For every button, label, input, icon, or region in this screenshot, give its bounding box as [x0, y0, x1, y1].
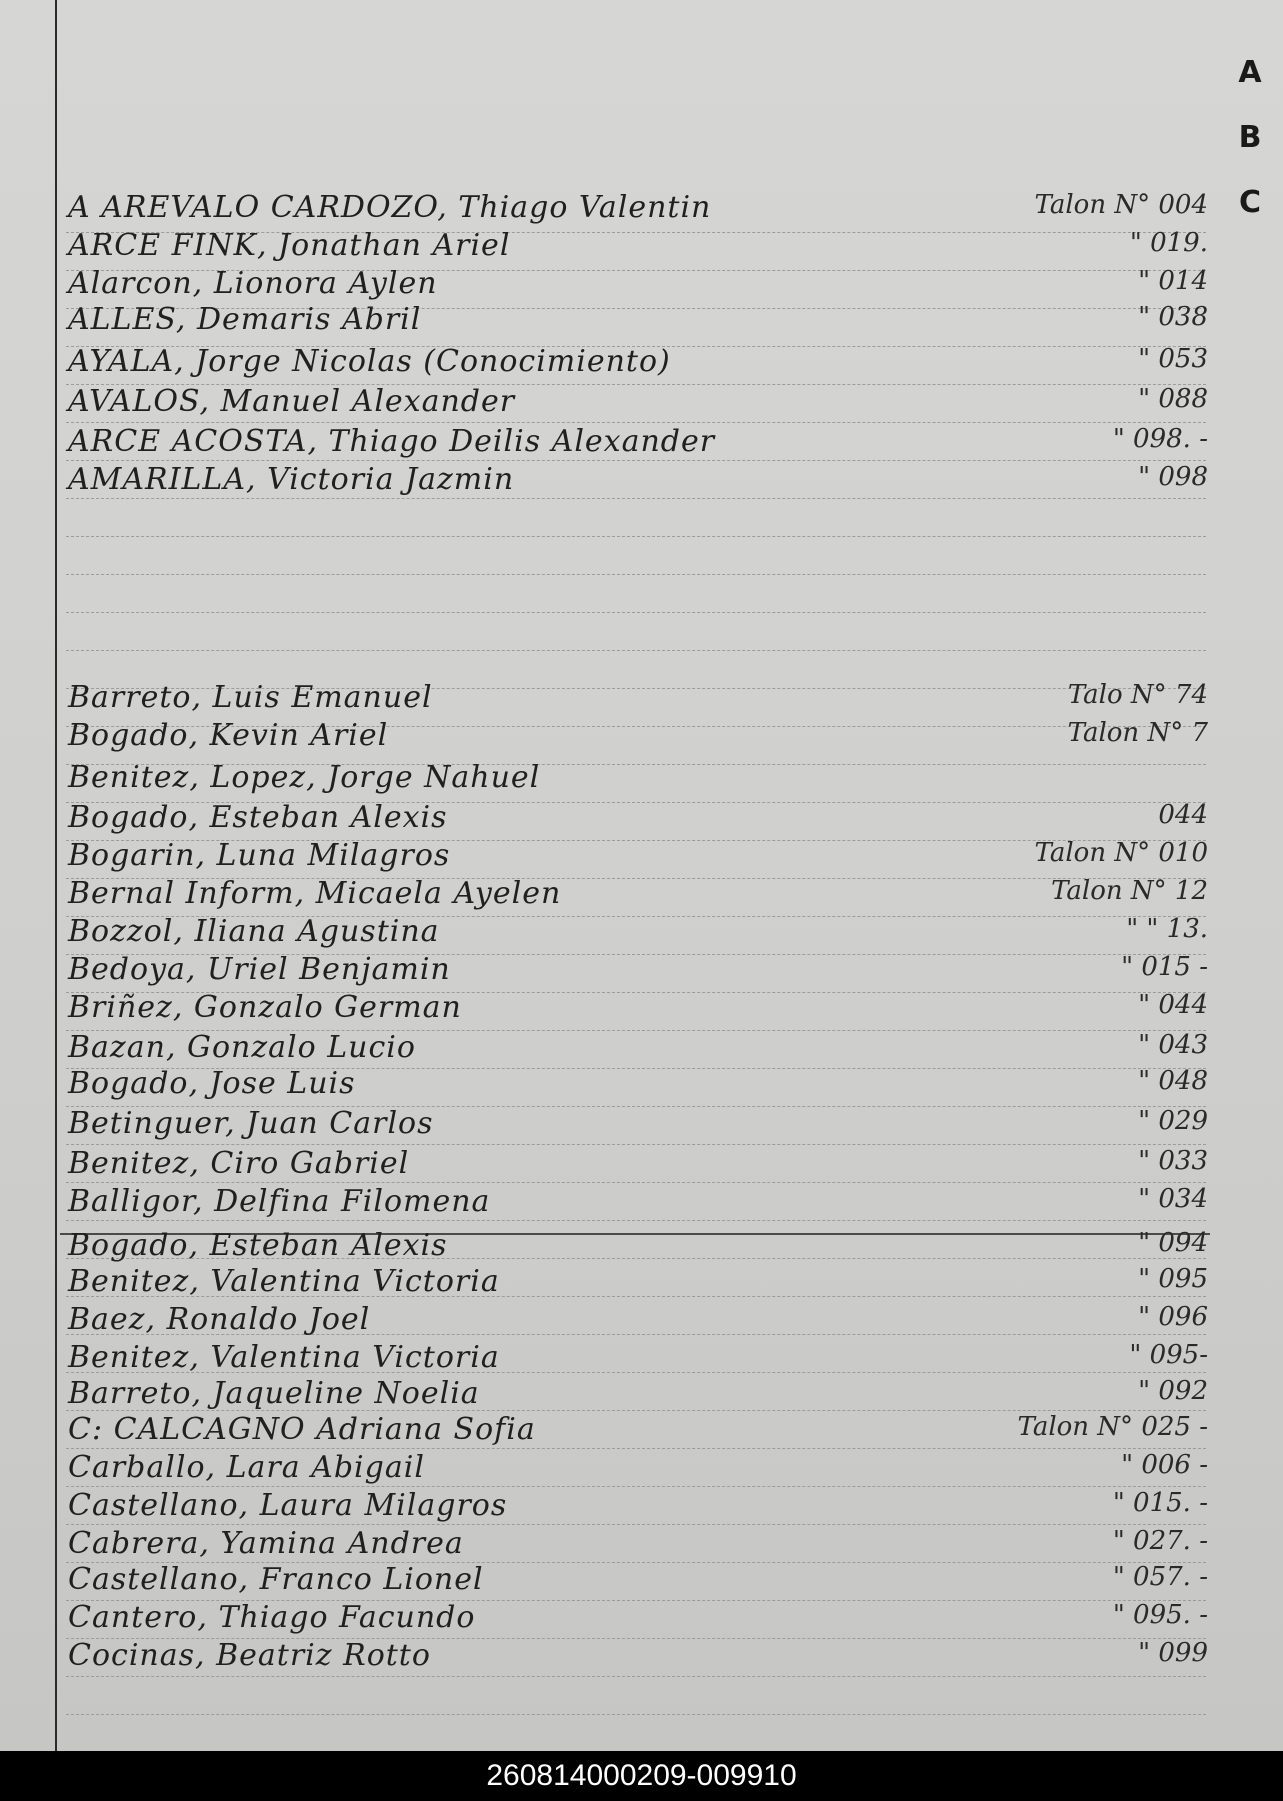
- list-item: [68, 1450, 1228, 1490]
- entry-name: Benitez, Ciro Gabriel: [68, 1146, 410, 1181]
- entry-code: " 099: [1138, 1638, 1208, 1668]
- entry-code: 044: [1158, 800, 1208, 830]
- entry-code: Talon N° 12: [1051, 876, 1208, 906]
- entry-name: Cabrera, Yamina Andrea: [68, 1526, 464, 1561]
- index-tab-b[interactable]: B: [1238, 120, 1262, 155]
- entry-name: Bogado, Esteban Alexis: [68, 800, 448, 835]
- list-item: [68, 1146, 1228, 1186]
- entry-name: Betinguer, Juan Carlos: [68, 1106, 434, 1141]
- entry-name: Barreto, Jaqueline Noelia: [68, 1376, 480, 1411]
- list-item: [68, 1030, 1228, 1070]
- list-item: [68, 462, 1228, 502]
- entry-name: ARCE ACOSTA, Thiago Deilis Alexander: [68, 424, 716, 459]
- entry-name: Castellano, Franco Lionel: [68, 1562, 484, 1597]
- entry-name: Bazan, Gonzalo Lucio: [68, 1030, 416, 1065]
- entry-name: Bogado, Kevin Ariel: [68, 718, 389, 753]
- entry-name: Alarcon, Lionora Aylen: [68, 266, 438, 301]
- document-id: 260814000209-009910: [486, 1759, 797, 1792]
- list-item: [68, 718, 1228, 758]
- entry-name: ARCE FINK, Jonathan Ariel: [68, 228, 511, 263]
- entry-name: Cocinas, Beatriz Rotto: [68, 1638, 431, 1673]
- list-item: [68, 1184, 1228, 1224]
- entry-code: Talon N° 025 -: [1017, 1412, 1208, 1442]
- list-item: [68, 952, 1228, 992]
- entry-name: Benitez, Valentina Victoria: [68, 1340, 500, 1375]
- ruled-line: [66, 536, 1206, 537]
- list-item: [68, 190, 1228, 230]
- entry-code: Talon N° 7: [1067, 718, 1208, 748]
- list-item: [68, 1376, 1228, 1416]
- list-item: [68, 228, 1228, 268]
- entry-code: " 006 -: [1121, 1450, 1208, 1480]
- list-item: [68, 1412, 1228, 1452]
- entry-code: " 094: [1138, 1228, 1208, 1258]
- entry-code: " 015. -: [1112, 1488, 1208, 1518]
- entry-code: " 044: [1138, 990, 1208, 1020]
- entry-code: " 088: [1138, 384, 1208, 414]
- scan-footer: [0, 1751, 1283, 1801]
- entry-name: Balligor, Delfina Filomena: [68, 1184, 491, 1219]
- entry-name: Baez, Ronaldo Joel: [68, 1302, 371, 1337]
- entry-name: ALLES, Demaris Abril: [68, 302, 422, 337]
- entry-code: " 057. -: [1112, 1562, 1208, 1592]
- entry-name: Castellano, Laura Milagros: [68, 1488, 508, 1523]
- entry-name: Bernal Inform, Micaela Ayelen: [68, 876, 562, 911]
- entry-code: " 038: [1138, 302, 1208, 332]
- entry-code: " 092: [1138, 1376, 1208, 1406]
- list-item: [68, 1488, 1228, 1528]
- ruled-line: [66, 650, 1206, 651]
- entry-code: " 043: [1138, 1030, 1208, 1060]
- entry-name: Bogado, Esteban Alexis: [68, 1228, 448, 1263]
- list-item: [68, 1228, 1228, 1268]
- entry-code: " 095. -: [1112, 1600, 1208, 1630]
- list-item: [68, 680, 1228, 720]
- list-item: [68, 876, 1228, 916]
- list-item: [68, 1106, 1228, 1146]
- list-item: [68, 990, 1228, 1030]
- entry-name: Benitez, Valentina Victoria: [68, 1264, 500, 1299]
- entry-code: " 034: [1138, 1184, 1208, 1214]
- list-item: [68, 1600, 1228, 1640]
- entry-code: " 053: [1138, 344, 1208, 374]
- entry-code: " " 13.: [1126, 914, 1208, 944]
- entry-name: Cantero, Thiago Facundo: [68, 1600, 476, 1635]
- entry-code: " 033: [1138, 1146, 1208, 1176]
- list-item: [68, 1526, 1228, 1566]
- list-item: [68, 1302, 1228, 1342]
- entry-name: Briñez, Gonzalo German: [68, 990, 462, 1025]
- list-item: [68, 1340, 1228, 1380]
- list-item: [68, 384, 1228, 424]
- list-item: [68, 1638, 1228, 1678]
- list-item: [68, 1066, 1228, 1106]
- index-tab-c[interactable]: C: [1238, 185, 1262, 220]
- entry-name: C: CALCAGNO Adriana Sofia: [68, 1412, 536, 1447]
- entry-name: Bogado, Jose Luis: [68, 1066, 356, 1101]
- entry-code: " 019.: [1129, 228, 1208, 258]
- entry-name: AYALA, Jorge Nicolas (Conocimiento): [68, 344, 671, 379]
- entry-code: " 095: [1138, 1264, 1208, 1294]
- entry-code: " 095-: [1129, 1340, 1208, 1370]
- entry-name: Bogarin, Luna Milagros: [68, 838, 451, 873]
- entry-code: " 015 -: [1121, 952, 1208, 982]
- entry-name: AMARILLA, Victoria Jazmin: [68, 462, 515, 497]
- entry-name: A AREVALO CARDOZO, Thiago Valentin: [68, 190, 712, 225]
- list-item: [68, 266, 1228, 306]
- list-item: [68, 344, 1228, 384]
- entry-name: Bedoya, Uriel Benjamin: [68, 952, 451, 987]
- entry-code: Talon N° 004: [1034, 190, 1208, 220]
- entry-code: " 098. -: [1112, 424, 1208, 454]
- list-item: [68, 424, 1228, 464]
- list-item: [68, 760, 1228, 800]
- list-item: [68, 914, 1228, 954]
- ruled-line: [66, 574, 1206, 575]
- entry-code: " 096: [1138, 1302, 1208, 1332]
- entry-code: Talo N° 74: [1067, 680, 1208, 710]
- list-item: [68, 838, 1228, 878]
- entry-name: Benitez, Lopez, Jorge Nahuel: [68, 760, 541, 795]
- entry-code: " 027. -: [1112, 1526, 1208, 1556]
- index-tab-a[interactable]: A: [1238, 55, 1262, 90]
- ruled-line: [66, 612, 1206, 613]
- entry-name: Carballo, Lara Abigail: [68, 1450, 425, 1485]
- entry-name: Barreto, Luis Emanuel: [68, 680, 433, 715]
- entry-code: " 029: [1138, 1106, 1208, 1136]
- list-item: [68, 302, 1228, 342]
- entry-name: Bozzol, Iliana Agustina: [68, 914, 440, 949]
- entry-code: " 014: [1138, 266, 1208, 296]
- entry-name: AVALOS, Manuel Alexander: [68, 384, 516, 419]
- list-item: [68, 1562, 1228, 1602]
- list-item: [68, 1264, 1228, 1304]
- ruled-line: [66, 1714, 1206, 1715]
- margin-line: [55, 0, 57, 1751]
- entry-code: " 048: [1138, 1066, 1208, 1096]
- list-item: [68, 800, 1228, 840]
- entry-code: Talon N° 010: [1034, 838, 1208, 868]
- entry-code: " 098: [1138, 462, 1208, 492]
